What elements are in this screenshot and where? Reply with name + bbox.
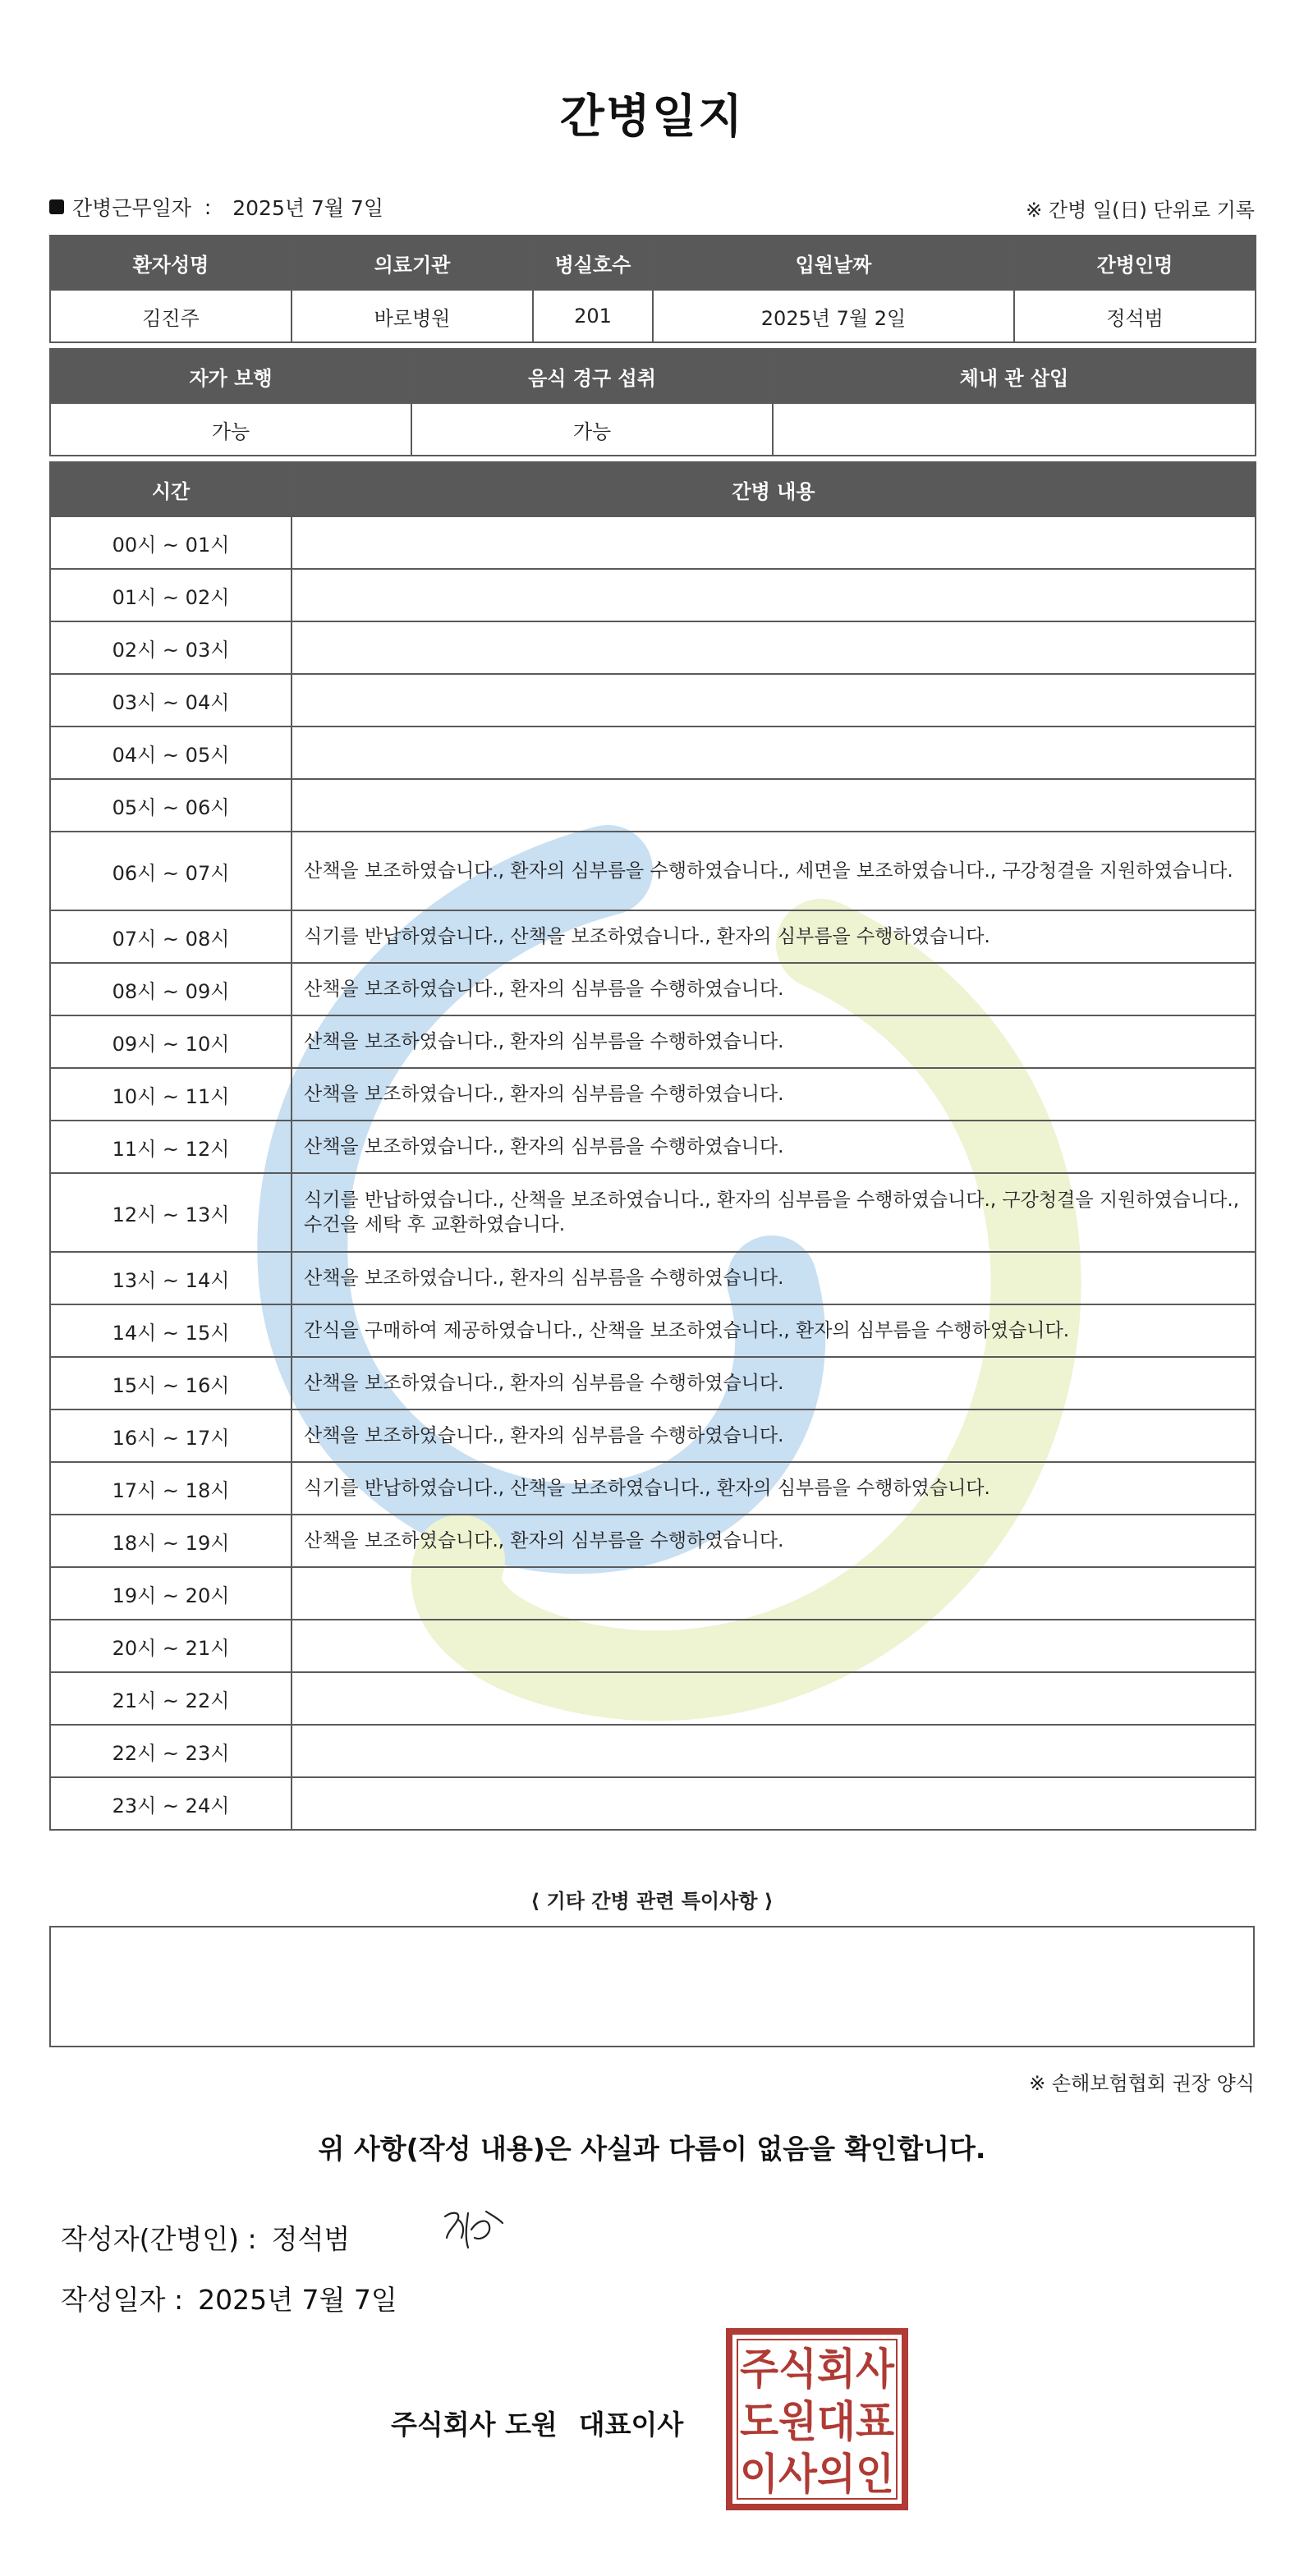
row-time: 18시 ~ 19시 [50,1515,292,1567]
row-care-content: 산책을 보조하였습니다., 환자의 심부름을 수행하였습니다. [292,1252,1256,1304]
header-hospital: 의료기관 [292,236,533,290]
notes-box [49,1926,1255,2047]
row-care-content [292,1567,1256,1620]
row-time: 11시 ~ 12시 [50,1121,292,1173]
work-date-label: 간병근무일자 [72,196,191,220]
care-log-row [50,1357,1256,1409]
care-log-row [50,1672,1256,1725]
work-date-separator: : [204,195,212,219]
header-oral-intake: 음식 경구 섭취 [411,349,773,403]
row-time: 03시 ~ 04시 [50,674,292,727]
work-date-line [49,192,383,222]
care-log-row [50,1409,1256,1462]
row-time: 22시 ~ 23시 [50,1725,292,1777]
work-date-value: 2025년 7월 7일 [232,196,384,220]
row-care-content: 산책을 보조하였습니다., 환자의 심부름을 수행하였습니다. [292,1121,1256,1173]
row-care-content [292,674,1256,727]
confirmation-statement: 위 사항(작성 내용)은 사실과 다름이 없음을 확인합니다. [318,2133,986,2165]
seal-text-line: 주식회사 [740,2346,895,2394]
care-log-row [50,1173,1256,1252]
row-care-content [292,1725,1256,1777]
care-log-row [50,779,1256,832]
seal-text-line: 도원대표 [740,2399,894,2446]
header-tube-insertion: 체내 관 삽입 [773,349,1256,403]
row-care-content [292,779,1256,832]
care-log-row [50,1068,1256,1121]
row-time: 17시 ~ 18시 [50,1462,292,1515]
self-walking-value: 가능 [50,403,411,456]
row-care-content [292,516,1256,569]
header-patient-name: 환자성명 [50,236,292,290]
care-log-row [50,1121,1256,1173]
write-date-line [61,2279,397,2317]
care-log-row [50,727,1256,779]
writer-line [61,2218,350,2257]
row-care-content: 산책을 보조하였습니다., 환자의 심부름을 수행하였습니다. [292,1409,1256,1462]
row-time: 02시 ~ 03시 [50,621,292,674]
handwritten-signature [440,2205,509,2254]
row-care-content: 산책을 보조하였습니다., 환자의 심부름을 수행하였습니다. [292,1068,1256,1121]
care-log-row [50,674,1256,727]
care-log-rows [50,516,1256,1830]
row-care-content: 산책을 보조하였습니다., 환자의 심부름을 수행하였습니다. [292,963,1256,1015]
care-log-row [50,1015,1256,1068]
row-care-content: 식기를 반납하였습니다., 산책을 보조하였습니다., 환자의 심부름을 수행하였습니다. [292,910,1256,963]
header-admission-date: 입원날짜 [653,236,1014,290]
row-time: 15시 ~ 16시 [50,1357,292,1409]
writer-name: 정석범 [271,2223,351,2255]
row-care-content: 산책을 보조하였습니다., 환자의 심부름을 수행하였습니다. [292,1015,1256,1068]
care-log-row [50,569,1256,621]
hospital-name: 바로병원 [292,290,533,342]
row-care-content: 간식을 구매하여 제공하였습니다., 산책을 보조하였습니다., 환자의 심부름을 수행하였습니다. [292,1304,1256,1357]
care-log-row [50,1725,1256,1777]
care-log-row [50,1777,1256,1830]
row-time: 16시 ~ 17시 [50,1409,292,1462]
row-care-content [292,621,1256,674]
row-care-content: 산책을 보조하였습니다., 환자의 심부름을 수행하였습니다. [292,1357,1256,1409]
recommend-note: ※ 손해보험협회 권장 양식 [1029,2072,1255,2095]
oral-intake-value: 가능 [411,403,773,456]
caregiver-name: 정석범 [1014,290,1256,342]
row-time: 04시 ~ 05시 [50,727,292,779]
care-log-row [50,910,1256,963]
row-time: 14시 ~ 15시 [50,1304,292,1357]
header-room-number: 병실호수 [533,236,653,290]
care-log-row [50,963,1256,1015]
tube-insertion-value [773,403,1256,456]
page-title: 간병일지 [559,90,745,144]
care-log-row [50,832,1256,910]
care-log-row [50,1515,1256,1567]
ability-table [49,348,1256,456]
row-care-content [292,1672,1256,1725]
patient-name: 김진주 [50,290,292,342]
care-log-row [50,516,1256,569]
bullet-square-icon [49,199,64,214]
company-line [391,2404,683,2442]
writer-label: 작성자(간병인) : [61,2223,257,2255]
company-name: 주식회사 도원 [391,2409,558,2441]
row-time: 23시 ~ 24시 [50,1777,292,1830]
row-time: 08시 ~ 09시 [50,963,292,1015]
row-care-content [292,1777,1256,1830]
care-log-row [50,1620,1256,1672]
row-time: 10시 ~ 11시 [50,1068,292,1121]
row-time: 09시 ~ 10시 [50,1015,292,1068]
row-time: 01시 ~ 02시 [50,569,292,621]
row-time: 00시 ~ 01시 [50,516,292,569]
patient-info-table [49,235,1256,343]
header-self-walking: 자가 보행 [50,349,411,403]
row-care-content: 산책을 보조하였습니다., 환자의 심부름을 수행하였습니다., 세면을 보조하였습니다., 구강청결을 지원하였습니다. [292,832,1256,910]
row-time: 06시 ~ 07시 [50,832,292,910]
care-log-row [50,1304,1256,1357]
row-time: 07시 ~ 08시 [50,910,292,963]
row-care-content [292,1620,1256,1672]
notes-title: ⟨ 기타 간병 관련 특이사항 ⟩ [530,1890,774,1913]
header-care-content: 간병 내용 [292,462,1256,516]
row-time: 05시 ~ 06시 [50,779,292,832]
admission-date: 2025년 7월 2일 [653,290,1014,342]
row-time: 19시 ~ 20시 [50,1567,292,1620]
header-time: 시간 [50,462,292,516]
seal-text-line: 이사의인 [740,2451,894,2499]
care-log-row [50,1252,1256,1304]
write-date-label: 작성일자 : [61,2284,184,2316]
care-log-row [50,621,1256,674]
company-position: 대표이사 [578,2409,684,2441]
row-time: 13시 ~ 14시 [50,1252,292,1304]
care-log-row [50,1462,1256,1515]
row-time: 21시 ~ 22시 [50,1672,292,1725]
room-number: 201 [533,290,653,342]
row-time: 20시 ~ 21시 [50,1620,292,1672]
write-date-value: 2025년 7월 7일 [198,2284,397,2316]
row-care-content: 식기를 반납하였습니다., 산책을 보조하였습니다., 환자의 심부름을 수행하였습니다. [292,1462,1256,1515]
row-care-content: 산책을 보조하였습니다., 환자의 심부름을 수행하였습니다. [292,1515,1256,1567]
care-log-table [49,461,1256,1831]
unit-note: ※ 간병 일(日) 단위로 기록 [1026,199,1255,222]
row-care-content: 식기를 반납하였습니다., 산책을 보조하였습니다., 환자의 심부름을 수행하였습니다., 구강청결을 지원하였습니다., 수건을 세탁 후 교환하였습니다. [292,1173,1256,1252]
row-time: 12시 ~ 13시 [50,1173,292,1252]
company-seal [726,2328,908,2510]
row-care-content [292,569,1256,621]
row-care-content [292,727,1256,779]
header-caregiver-name: 간병인명 [1014,236,1256,290]
care-log-row [50,1567,1256,1620]
